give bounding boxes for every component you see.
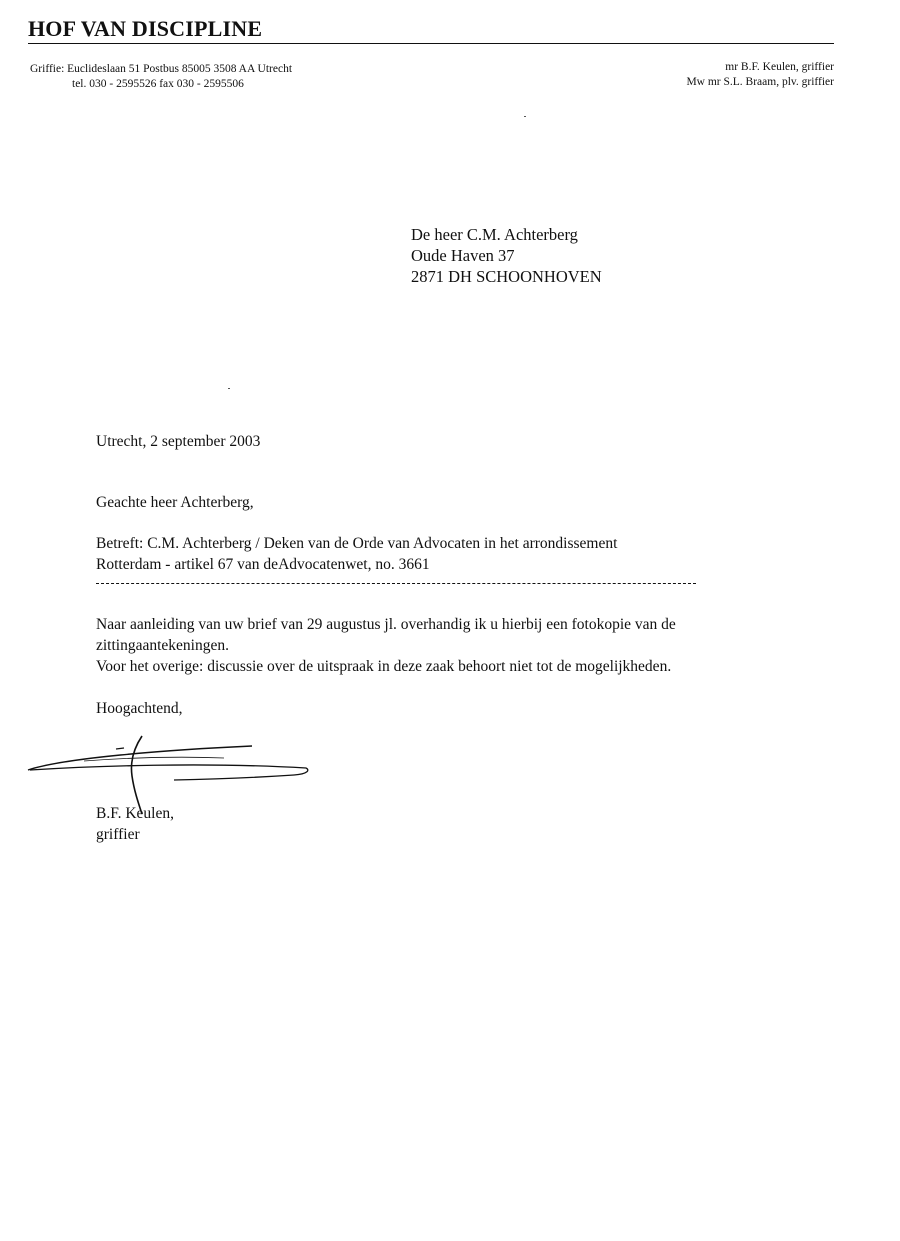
recipient-street: Oude Haven 37 [411,246,515,265]
subject-line-1: Betreft: C.M. Achterberg / Deken van de Orde van Advocaten in het arrondissement [96,535,618,552]
recipient-city: 2871 DH SCHOONHOVEN [411,267,602,286]
subject-underline [96,583,696,584]
letter-date: Utrecht, 2 september 2003 [96,433,261,450]
registry-contact: tel. 030 - 2595526 fax 030 - 2595506 [72,78,244,90]
officials-block [686,60,834,90]
official-clerk: mr B.F. Keulen, griffier [725,61,834,73]
signer-block [96,803,174,845]
body-paragraph-1: Naar aanleiding van uw brief van 29 augustus jl. overhandig ik u hierbij een fotokopie van de zittingaantekeningen. [96,616,676,654]
body-paragraph-2: Voor het overige: discussie over de uitspraak in deze zaak behoort niet tot de mogelijkheden. [96,658,672,675]
salutation: Geachte heer Achterberg, [96,494,254,511]
closing: Hoogachtend, [96,700,183,717]
recipient-address [411,224,602,287]
registry-address-block [30,62,292,92]
subject-block [96,533,617,575]
signer-title: griffier [96,826,140,843]
subject-line-2: Rotterdam - artikel 67 van deAdvocatenwet, no. 3661 [96,556,430,573]
header-divider [28,43,834,44]
letter-body [96,614,786,677]
registry-address: Griffie: Euclideslaan 51 Postbus 85005 3508 AA Utrecht [30,63,293,75]
scan-speck [228,388,230,389]
scan-speck [524,116,526,117]
official-deputy-clerk: Mw mr S.L. Braam, plv. griffier [686,76,834,88]
recipient-name: De heer C.M. Achterberg [411,225,578,244]
organization-title: HOF VAN DISCIPLINE [28,16,263,41]
signer-name: B.F. Keulen, [96,805,174,822]
